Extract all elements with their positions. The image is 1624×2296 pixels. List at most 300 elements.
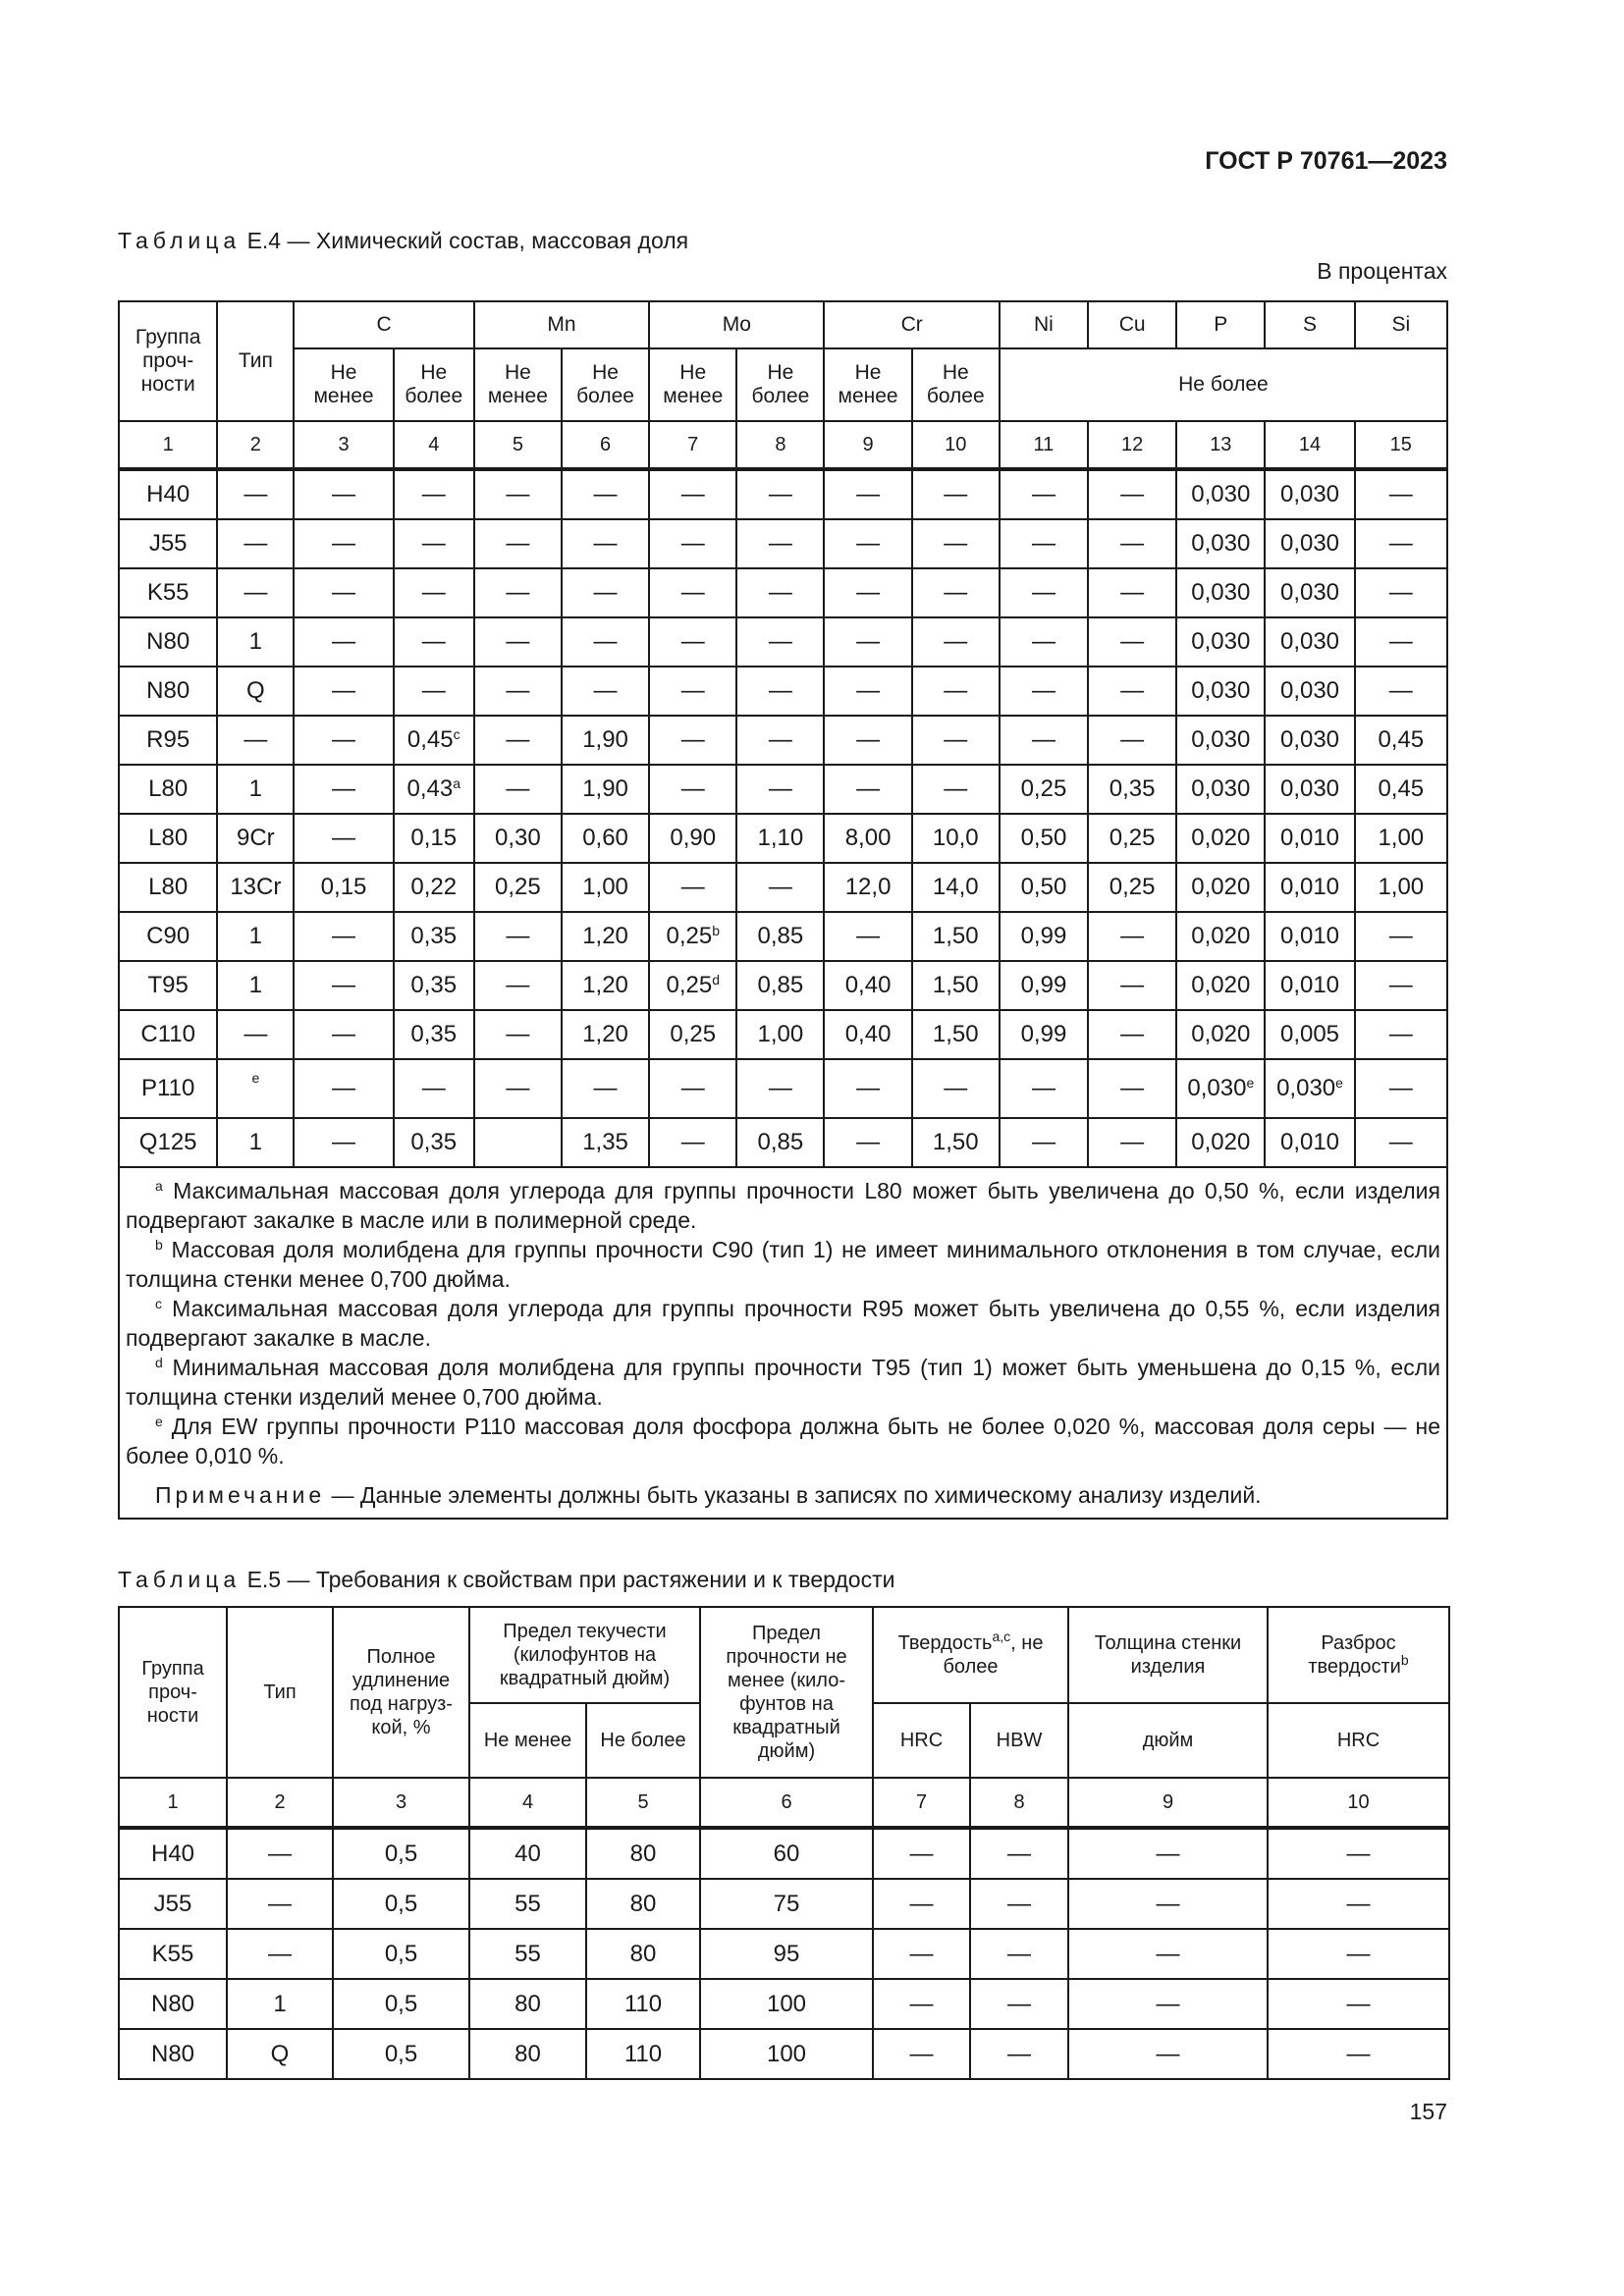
table-cell bbox=[1355, 519, 1447, 568]
cell-value: — bbox=[506, 1075, 530, 1101]
table-cell bbox=[824, 912, 911, 961]
t5-col-number: 8 bbox=[970, 1778, 1068, 1828]
t5-head-type: Тип bbox=[227, 1607, 333, 1778]
table-cell bbox=[1355, 765, 1447, 814]
t5-col-number: 2 bbox=[227, 1778, 333, 1828]
t4-head-not-more: Не более bbox=[394, 348, 474, 421]
table-cell bbox=[562, 961, 649, 1010]
footnote-text: Максимальная массовая доля углерода для группы прочности R95 может быть увеличена до 0,55 %, если изделия подвергают закалке в масле. bbox=[126, 1296, 1440, 1351]
cell-value: 0,030 bbox=[1279, 677, 1340, 704]
table4-caption bbox=[118, 228, 688, 254]
table-cell: 100 bbox=[700, 1979, 873, 2029]
table-row bbox=[119, 1879, 1449, 1929]
table-cell: — bbox=[1068, 1828, 1268, 1879]
cell-value: 1,50 bbox=[932, 1129, 979, 1155]
footnote-text: Массовая доля молибдена для группы прочности С90 (тип 1) не имеет минимального отклонения в том случае, если толщина стенки менее 0,700 дюйма. bbox=[126, 1237, 1440, 1292]
table-cell bbox=[649, 1059, 736, 1118]
t5-head-tensile: Предел прочности не менее (кило-фунтов на квадратный дюйм) bbox=[700, 1607, 873, 1778]
cell-value: 12,0 bbox=[844, 874, 892, 900]
table-cell bbox=[736, 667, 824, 716]
t4-head-not-more: Не более bbox=[736, 348, 824, 421]
table-cell bbox=[1265, 765, 1354, 814]
t4-col-number: 12 bbox=[1088, 421, 1176, 469]
t4-head-c: C bbox=[294, 301, 473, 348]
table4-caption-prefix: Таблица bbox=[118, 228, 242, 253]
t5-hardness-sup: a,c bbox=[992, 1629, 1011, 1644]
t4-col-number: 2 bbox=[217, 421, 294, 469]
table-cell bbox=[912, 1118, 1000, 1167]
cell-value: 0,020 bbox=[1191, 1021, 1251, 1047]
table-cell: — bbox=[970, 1929, 1068, 1979]
table-cell: 110 bbox=[586, 2029, 700, 2079]
cell-value: 1,20 bbox=[582, 972, 628, 998]
table-cell bbox=[912, 961, 1000, 1010]
table-cell bbox=[294, 765, 393, 814]
cell-value: 0,030 bbox=[1191, 726, 1251, 753]
cell-value: — bbox=[856, 481, 881, 507]
table-cell bbox=[562, 912, 649, 961]
footnote-mark: a bbox=[453, 775, 460, 791]
t5-col-number: 5 bbox=[586, 1778, 700, 1828]
cell-value: — bbox=[506, 481, 530, 507]
cell-value: — bbox=[332, 628, 356, 655]
table-cell bbox=[294, 912, 393, 961]
table-cell bbox=[562, 519, 649, 568]
cell-value: — bbox=[593, 677, 618, 704]
cell-value: — bbox=[1120, 530, 1145, 557]
cell-value: 13Cr bbox=[230, 874, 282, 900]
table-cell: — bbox=[970, 1979, 1068, 2029]
cell-value: 1,90 bbox=[582, 775, 628, 802]
footnote-mark: d bbox=[155, 1355, 163, 1370]
t5-col-number: 10 bbox=[1268, 1778, 1449, 1828]
table-cell bbox=[649, 716, 736, 765]
table-cell bbox=[824, 469, 911, 519]
table-cell bbox=[736, 1059, 824, 1118]
table-cell bbox=[1088, 568, 1176, 617]
table-row bbox=[119, 912, 1447, 961]
table-cell bbox=[294, 961, 393, 1010]
table-cell bbox=[912, 863, 1000, 912]
cell-value: 0,010 bbox=[1279, 923, 1340, 949]
table-cell bbox=[119, 716, 217, 765]
table-row bbox=[119, 568, 1447, 617]
cell-value: — bbox=[680, 628, 705, 655]
t5-col-number: 1 bbox=[119, 1778, 227, 1828]
cell-value: — bbox=[1120, 628, 1145, 655]
cell-value: — bbox=[944, 775, 968, 802]
t4-col-number: 7 bbox=[649, 421, 736, 469]
cell-value: — bbox=[1031, 726, 1056, 753]
table-cell bbox=[119, 667, 217, 716]
table5-caption-text: E.5 — Требования к свойствам при растяжении и к твердости bbox=[241, 1567, 895, 1592]
cell-value: — bbox=[856, 923, 881, 949]
table5-caption-prefix: Таблица bbox=[118, 1567, 242, 1592]
table-cell bbox=[1265, 912, 1354, 961]
cell-value: 0,020 bbox=[1191, 972, 1251, 998]
table-cell bbox=[562, 469, 649, 519]
t4-col-number: 5 bbox=[474, 421, 562, 469]
cell-value: — bbox=[768, 481, 792, 507]
cell-value: 0,99 bbox=[1020, 923, 1067, 949]
cell-value: 0,99 bbox=[1020, 1021, 1067, 1047]
table-cell: 80 bbox=[586, 1828, 700, 1879]
t4-col-number: 3 bbox=[294, 421, 393, 469]
table-cell: 55 bbox=[469, 1929, 586, 1979]
table-cell bbox=[1355, 617, 1447, 667]
table-cell bbox=[1088, 814, 1176, 863]
table-cell bbox=[1000, 667, 1088, 716]
footnote-mark: b bbox=[712, 923, 720, 938]
table-cell: 60 bbox=[700, 1828, 873, 1879]
table-cell bbox=[294, 814, 393, 863]
t4-head-not-more: Не более bbox=[562, 348, 649, 421]
table-row bbox=[119, 1979, 1449, 2029]
cell-value: — bbox=[680, 1075, 705, 1101]
cell-value: 0,45 bbox=[1378, 775, 1425, 802]
table-note bbox=[126, 1480, 1440, 1510]
cell-value: — bbox=[332, 579, 356, 606]
cell-value: 0,40 bbox=[844, 1021, 892, 1047]
table-cell bbox=[1088, 961, 1176, 1010]
cell-value: — bbox=[1120, 677, 1145, 704]
table-cell: K55 bbox=[119, 1929, 227, 1979]
table-cell bbox=[649, 568, 736, 617]
table-cell: 1 bbox=[227, 1979, 333, 2029]
cell-value: — bbox=[244, 726, 268, 753]
footnote-mark: e bbox=[155, 1414, 163, 1429]
table-cell bbox=[562, 716, 649, 765]
cell-value: 9Cr bbox=[237, 825, 275, 851]
table-cell: — bbox=[227, 1929, 333, 1979]
table-cell bbox=[119, 814, 217, 863]
cell-value: 0,030 bbox=[1187, 1075, 1247, 1101]
t4-head-cr: Cr bbox=[824, 301, 999, 348]
cell-value: — bbox=[680, 726, 705, 753]
table-cell bbox=[1000, 519, 1088, 568]
table-cell bbox=[1088, 765, 1176, 814]
table-cell bbox=[1176, 961, 1265, 1010]
t4-col-number: 1 bbox=[119, 421, 217, 469]
table-row bbox=[119, 961, 1447, 1010]
table-cell: — bbox=[873, 1979, 970, 2029]
cell-value: 0,25 bbox=[495, 874, 541, 900]
table-cell bbox=[1265, 667, 1354, 716]
cell-value: C110 bbox=[140, 1021, 195, 1047]
table-cell bbox=[1265, 568, 1354, 617]
table-cell bbox=[217, 519, 294, 568]
table-cell bbox=[1000, 617, 1088, 667]
cell-value: 0,22 bbox=[410, 874, 458, 900]
table-cell bbox=[912, 814, 1000, 863]
table-cell bbox=[1176, 617, 1265, 667]
cell-value: — bbox=[1120, 481, 1145, 507]
cell-value: — bbox=[593, 1075, 618, 1101]
table-cell bbox=[912, 1059, 1000, 1118]
cell-value: — bbox=[1120, 1075, 1145, 1101]
table-cell bbox=[294, 568, 393, 617]
table-cell bbox=[394, 1118, 474, 1167]
t4-col-number: 14 bbox=[1265, 421, 1354, 469]
cell-value: — bbox=[1120, 972, 1145, 998]
cell-value: 1,50 bbox=[932, 972, 979, 998]
t5-col-number: 6 bbox=[700, 1778, 873, 1828]
cell-value: — bbox=[944, 530, 968, 557]
table-cell bbox=[912, 667, 1000, 716]
cell-value: 0,010 bbox=[1279, 972, 1340, 998]
t4-col-number: 13 bbox=[1176, 421, 1265, 469]
standard-number: ГОСТ Р 70761—2023 bbox=[1205, 147, 1447, 175]
cell-value: — bbox=[856, 1129, 881, 1155]
table-cell: — bbox=[1068, 1979, 1268, 2029]
t5-hardness-tail: , не более bbox=[943, 1632, 1044, 1678]
cell-value: 0,15 bbox=[320, 874, 367, 900]
cell-value: 0,85 bbox=[757, 1129, 804, 1155]
cell-value: L80 bbox=[148, 874, 189, 900]
cell-value: — bbox=[1388, 1075, 1413, 1101]
table-cell bbox=[912, 716, 1000, 765]
table-cell: 0,5 bbox=[333, 1879, 469, 1929]
table-cell bbox=[217, 1010, 294, 1059]
t5-head-hrc2: HRC bbox=[1268, 1703, 1449, 1778]
cell-value: 1,00 bbox=[757, 1021, 804, 1047]
cell-value: — bbox=[1031, 579, 1056, 606]
table-cell: — bbox=[970, 2029, 1068, 2079]
table-cell bbox=[217, 1118, 294, 1167]
footnote-text: Максимальная массовая доля углерода для группы прочности L80 может быть увеличена до 0,50 %, если изделия подвергают закалке в масле или в полимерной среде. bbox=[126, 1178, 1440, 1233]
cell-value: K55 bbox=[146, 579, 189, 606]
cell-value: 0,030 bbox=[1276, 1075, 1336, 1101]
cell-value: 0,010 bbox=[1279, 874, 1340, 900]
cell-value: — bbox=[944, 579, 968, 606]
cell-value: 0,030 bbox=[1279, 726, 1340, 753]
table-cell bbox=[912, 568, 1000, 617]
table-cell bbox=[1088, 469, 1176, 519]
table-cell bbox=[824, 519, 911, 568]
table-cell: Q bbox=[227, 2029, 333, 2079]
table-cell bbox=[1088, 519, 1176, 568]
table-cell bbox=[824, 765, 911, 814]
cell-value: T95 bbox=[147, 972, 189, 998]
table-cell bbox=[649, 765, 736, 814]
table-cell bbox=[119, 912, 217, 961]
footnote-mark: e bbox=[1246, 1075, 1255, 1091]
table-cell bbox=[912, 617, 1000, 667]
cell-value: — bbox=[244, 1021, 268, 1047]
t4-head-p: P bbox=[1176, 301, 1265, 348]
table-cell bbox=[736, 519, 824, 568]
t5-head-yield: Предел текучести (килофунтов на квадратный дюйм) bbox=[469, 1607, 700, 1703]
table-cell bbox=[394, 716, 474, 765]
t4-col-number: 11 bbox=[1000, 421, 1088, 469]
table-cell bbox=[474, 568, 562, 617]
t5-col-number: 9 bbox=[1068, 1778, 1268, 1828]
table-cell bbox=[1000, 1118, 1088, 1167]
t5-head-yield-max: Не более bbox=[586, 1703, 700, 1778]
table-cell: 80 bbox=[469, 1979, 586, 2029]
table-cell bbox=[1176, 1059, 1265, 1118]
table-cell bbox=[1176, 912, 1265, 961]
footnote bbox=[126, 1412, 1440, 1470]
table-cell bbox=[736, 568, 824, 617]
cell-value: 0,43 bbox=[406, 775, 454, 802]
table-cell bbox=[474, 519, 562, 568]
cell-value: — bbox=[244, 481, 268, 507]
table-cell bbox=[1265, 961, 1354, 1010]
cell-value: 0,030 bbox=[1191, 775, 1251, 802]
cell-value: — bbox=[506, 530, 530, 557]
cell-value: 8,00 bbox=[844, 825, 892, 851]
cell-value: 0,010 bbox=[1279, 825, 1340, 851]
table-cell bbox=[562, 568, 649, 617]
footnote-mark: c bbox=[155, 1296, 162, 1311]
table-cell bbox=[1265, 1118, 1354, 1167]
table-row bbox=[119, 1929, 1449, 1979]
t5-col-number: 7 bbox=[873, 1778, 970, 1828]
table-cell bbox=[736, 863, 824, 912]
t4-head-type: Тип bbox=[217, 301, 294, 421]
table-cell bbox=[119, 863, 217, 912]
cell-value: 0,60 bbox=[582, 825, 628, 851]
table-cell bbox=[562, 863, 649, 912]
cell-value: — bbox=[244, 579, 268, 606]
table-cell bbox=[474, 912, 562, 961]
table-cell bbox=[294, 1059, 393, 1118]
cell-value: 1,90 bbox=[582, 726, 628, 753]
cell-value: — bbox=[332, 775, 356, 802]
table-cell bbox=[217, 814, 294, 863]
table-cell bbox=[736, 617, 824, 667]
table-cell bbox=[217, 912, 294, 961]
cell-value: 0,005 bbox=[1279, 1021, 1340, 1047]
cell-value: — bbox=[856, 775, 881, 802]
table-cell bbox=[394, 912, 474, 961]
table-cell bbox=[649, 469, 736, 519]
table-cell: — bbox=[1268, 1929, 1449, 1979]
cell-value: — bbox=[593, 530, 618, 557]
cell-value: — bbox=[593, 481, 618, 507]
table-cell bbox=[217, 765, 294, 814]
table-row bbox=[119, 2029, 1449, 2079]
table-cell bbox=[1000, 568, 1088, 617]
table-cell bbox=[119, 1118, 217, 1167]
table-cell: 0,5 bbox=[333, 1929, 469, 1979]
table-cell: — bbox=[1068, 2029, 1268, 2079]
table-cell: 95 bbox=[700, 1929, 873, 1979]
footnote-text: Минимальная массовая доля молибдена для группы прочности Т95 (тип 1) может быть уменьшена до 0,15 %, если толщина стенки изделий менее 0,700 дюйма. bbox=[126, 1355, 1440, 1410]
cell-value: 0,030 bbox=[1191, 677, 1251, 704]
table-cell bbox=[562, 1010, 649, 1059]
cell-value: N80 bbox=[146, 628, 190, 655]
table-cell bbox=[1176, 667, 1265, 716]
table-cell bbox=[394, 863, 474, 912]
table-cell bbox=[217, 863, 294, 912]
cell-value: 0,30 bbox=[495, 825, 541, 851]
table-cell: 100 bbox=[700, 2029, 873, 2079]
cell-value: 0,45 bbox=[1378, 726, 1425, 753]
table-cell bbox=[736, 961, 824, 1010]
cell-value: 0,030 bbox=[1279, 481, 1340, 507]
table-cell bbox=[294, 617, 393, 667]
table-cell bbox=[1355, 1118, 1447, 1167]
cell-value: — bbox=[421, 677, 446, 704]
cell-value: 0,90 bbox=[670, 825, 717, 851]
table-cell bbox=[294, 716, 393, 765]
t5-col-number: 3 bbox=[333, 1778, 469, 1828]
table-cell bbox=[1000, 765, 1088, 814]
table-cell: N80 bbox=[119, 2029, 227, 2079]
table-cell bbox=[649, 814, 736, 863]
tensile-hardness-table bbox=[118, 1606, 1450, 2080]
t5-head-hrc: HRC bbox=[873, 1703, 970, 1778]
table-cell bbox=[649, 617, 736, 667]
table-cell bbox=[119, 469, 217, 519]
cell-value: 0,50 bbox=[1020, 874, 1067, 900]
table-row bbox=[119, 519, 1447, 568]
table-cell bbox=[474, 617, 562, 667]
table-cell bbox=[824, 667, 911, 716]
cell-value: — bbox=[1388, 481, 1413, 507]
cell-value: 10,0 bbox=[932, 825, 979, 851]
cell-value: 0,25 bbox=[670, 1021, 717, 1047]
cell-value: 0,030 bbox=[1191, 628, 1251, 655]
table-cell bbox=[217, 568, 294, 617]
table-cell bbox=[1355, 814, 1447, 863]
cell-value: — bbox=[1031, 481, 1056, 507]
table-cell: — bbox=[227, 1879, 333, 1929]
t4-head-not-more-span: Не более bbox=[1000, 348, 1447, 421]
table-cell bbox=[394, 1059, 474, 1118]
cell-value: 0,85 bbox=[757, 923, 804, 949]
cell-value: Q bbox=[246, 677, 265, 704]
cell-value: 1 bbox=[248, 923, 263, 949]
t4-col-number: 8 bbox=[736, 421, 824, 469]
cell-value: — bbox=[1120, 579, 1145, 606]
t4-head-not-less: Не менее bbox=[824, 348, 911, 421]
table-cell bbox=[562, 1059, 649, 1118]
table-cell bbox=[474, 961, 562, 1010]
t5-head-yield-min: Не менее bbox=[469, 1703, 586, 1778]
t4-head-mn: Mn bbox=[474, 301, 649, 348]
table-cell bbox=[1000, 716, 1088, 765]
t5-spread-label: Разброс твердости bbox=[1308, 1632, 1401, 1678]
table-cell bbox=[294, 667, 393, 716]
cell-value: 0,030 bbox=[1191, 579, 1251, 606]
table-cell bbox=[1000, 912, 1088, 961]
table-cell bbox=[394, 814, 474, 863]
footnote bbox=[126, 1235, 1440, 1294]
cell-value: — bbox=[332, 1129, 356, 1155]
cell-value: 0,020 bbox=[1191, 923, 1251, 949]
table-cell: — bbox=[1268, 2029, 1449, 2079]
t5-head-elongation: Полное удлинение под нагруз-кой, % bbox=[333, 1607, 469, 1778]
table-cell: 55 bbox=[469, 1879, 586, 1929]
cell-value: 0,15 bbox=[410, 825, 458, 851]
table-cell bbox=[736, 765, 824, 814]
cell-value: L80 bbox=[148, 825, 189, 851]
cell-value: 0,35 bbox=[410, 1129, 458, 1155]
t4-col-number: 6 bbox=[562, 421, 649, 469]
table-cell bbox=[562, 1118, 649, 1167]
cell-value: — bbox=[506, 972, 530, 998]
cell-value: 1,50 bbox=[932, 923, 979, 949]
table-cell bbox=[649, 667, 736, 716]
table-cell: — bbox=[873, 2029, 970, 2079]
cell-value: — bbox=[680, 874, 705, 900]
table-cell bbox=[562, 814, 649, 863]
table-cell bbox=[1355, 912, 1447, 961]
cell-value: — bbox=[421, 579, 446, 606]
